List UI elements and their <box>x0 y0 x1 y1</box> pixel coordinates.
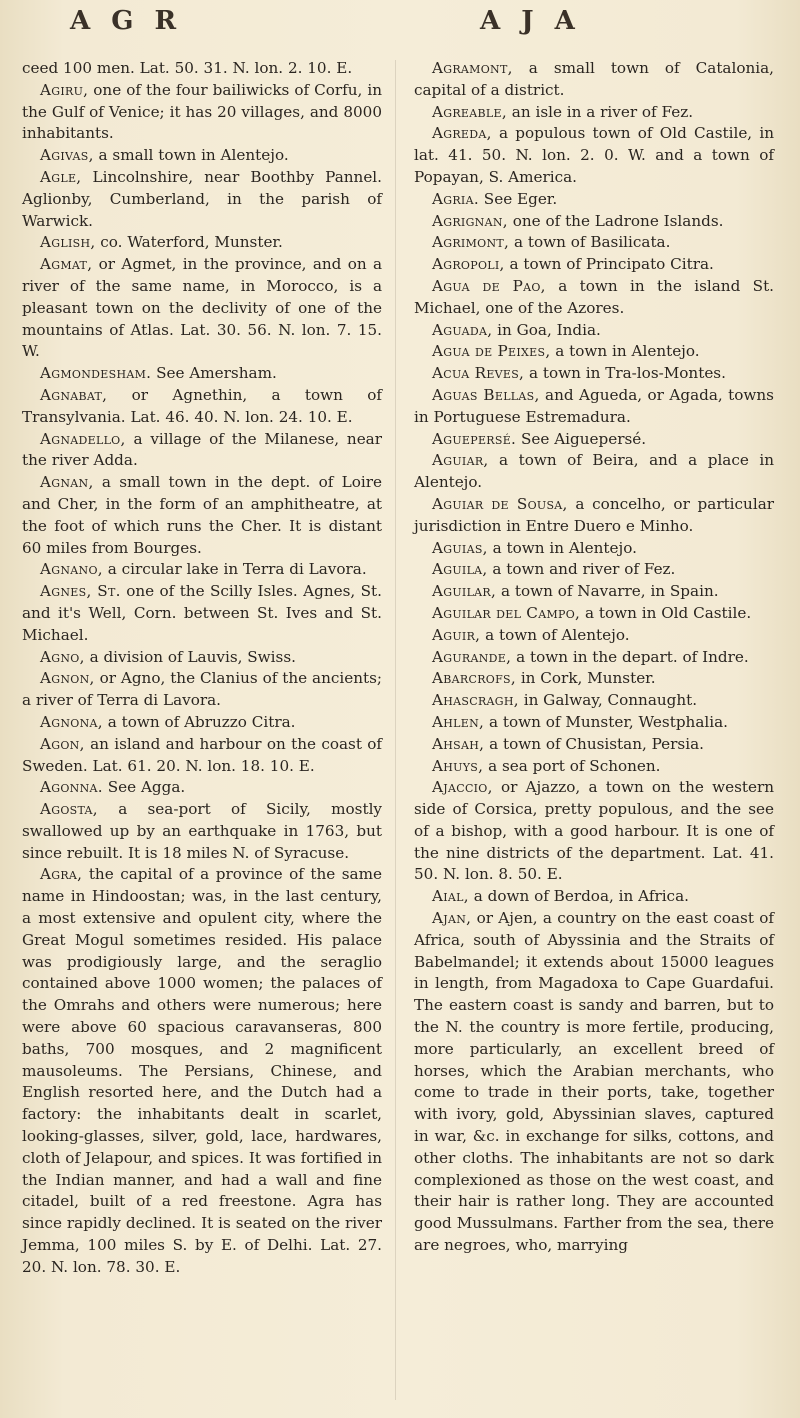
entry-text: and Agueda, or Agada, towns in Portuguese Estremadura. <box>414 385 774 426</box>
entry-headword: Agnon, <box>40 669 95 688</box>
dictionary-entry <box>414 102 774 124</box>
dictionary-entry <box>414 341 774 363</box>
entry-headword: Agle, <box>40 167 82 186</box>
entry-headword: Ahuys, <box>432 756 484 775</box>
entry-headword: Agiru, <box>40 80 89 99</box>
entry-text: See Amersham. <box>156 364 277 383</box>
dictionary-entry <box>414 276 774 320</box>
entry-text: a town of Principato Citra. <box>509 255 714 274</box>
dictionary-entry <box>22 80 382 145</box>
dictionary-entry <box>22 167 382 232</box>
dictionary-entry <box>22 799 382 864</box>
entry-headword: Agnadello, <box>40 429 126 448</box>
entry-text: a town of Abruzzo Citra. <box>107 712 296 731</box>
dictionary-entry <box>22 363 382 385</box>
dictionary-entry <box>414 603 774 625</box>
dictionary-entry <box>414 320 774 342</box>
entry-headword: Aial, <box>432 887 469 906</box>
entry-text: co. Waterford, Munster. <box>100 233 283 252</box>
dictionary-entry <box>22 254 382 363</box>
dictionary-entry <box>414 668 774 690</box>
entry-text: See Aiguepersé. <box>521 429 647 448</box>
entry-text: an island and harbour on the coast of Sweden. Lat. 61. 20. N. lon. 18. 10. E. <box>22 734 383 775</box>
entry-text: a town in the depart. of Indre. <box>516 647 749 666</box>
entry-headword: Aguada, <box>432 320 493 339</box>
dictionary-entry <box>22 232 382 254</box>
dictionary-entry <box>22 472 382 559</box>
entry-headword: Agnan, <box>40 473 94 492</box>
dictionary-entry <box>414 734 774 756</box>
entry-text: a town of Navarre, in Spain. <box>500 582 719 601</box>
dictionary-entry <box>22 559 382 581</box>
entry-text: a populous town of Old Castile, in lat. 41. 50. N. lon. 2. 0. W. and a town of Popayan, S. America. <box>414 124 775 186</box>
dictionary-entry <box>414 494 774 538</box>
dictionary-entry <box>414 581 774 603</box>
dictionary-entry <box>414 538 774 560</box>
entry-text: a town in Alentejo. <box>492 538 637 557</box>
entry-text: a village of the Milanese, near the river Adda. <box>22 429 382 470</box>
entry-text: a town of Chusistan, Persia. <box>489 734 704 753</box>
entry-headword: Ahsah, <box>432 734 485 753</box>
entry-headword: Agria. <box>432 189 479 208</box>
entry-text: a town of Alentejo. <box>485 625 630 644</box>
entry-headword: Agua de Pao, <box>432 276 546 295</box>
entry-headword: Agno, <box>40 647 85 666</box>
entry-text: or Ajazzo, a town on the western side of Corsica, pretty populous, and the see of a bishop, with a good harbour. It is one of the nine districts of the department. Lat. 41. 50. N. lon. 8. 50. E. <box>414 778 775 884</box>
entry-text: a sea port of Schonen. <box>488 756 661 775</box>
left-column <box>22 58 382 1279</box>
entry-text: or Agmet, in the province, and on a river of the same name, in Morocco, is a pleasant town on the declivity of one of the mountains of Atlas. Lat. 30. 56. N. lon. 7. 15. W. <box>22 255 382 361</box>
entry-text: in Goa, India. <box>497 320 601 339</box>
entry-headword: Agua de Peixes, <box>432 342 551 361</box>
entry-headword: Agnona, <box>40 712 103 731</box>
entry-text: a town in Tra-los-Montes. <box>529 364 726 383</box>
dictionary-entry <box>22 429 382 473</box>
header-right: A J A <box>480 6 581 36</box>
entry-headword: Ajaccio, <box>432 778 493 797</box>
entry-headword: Agmat, <box>40 255 93 274</box>
entry-text: a division of Lauvis, Swiss. <box>89 647 296 666</box>
entry-headword: Aguila, <box>432 560 488 579</box>
entry-headword: Agramont, <box>432 59 513 77</box>
dictionary-entry <box>414 625 774 647</box>
entry-headword: Aglish, <box>40 233 96 252</box>
entry-headword: Agivas, <box>40 146 94 165</box>
dictionary-entry <box>414 429 774 451</box>
entry-text: a small town in Alentejo. <box>98 146 289 165</box>
entry-headword: Agnes, St. <box>40 582 121 601</box>
entry-headword: Agnano, <box>40 560 103 579</box>
dictionary-entry <box>414 232 774 254</box>
entry-headword: Agropoli, <box>432 255 505 274</box>
entry-text: in Cork, Munster. <box>520 669 656 688</box>
entry-headword: Aguir, <box>432 625 481 644</box>
entry-headword: Aguiar, <box>432 451 489 470</box>
dictionary-entry <box>22 777 382 799</box>
entry-text: a town in Old Castile. <box>585 603 752 622</box>
entry-headword: Aguiar de Sousa, <box>432 494 568 513</box>
entry-text: a concelho, or particular jurisdiction in Entre Duero e Minho. <box>414 494 775 535</box>
entry-headword: Agosta, <box>40 800 98 819</box>
entry-text: a town of Beira, and a place in Alentejo. <box>414 451 775 492</box>
entry-text: a town of Basilicata. <box>513 233 671 252</box>
entry-text: the capital of a province of the same name in Hindoostan; was, in the last century, a most extensive and opulent city, where the Great Mogul sometimes resided. His palace was prodigiously large, and the seraglio contained above 1000 women; the palaces of the Omrahs and others were numerous; here were above 60 spacious caravanseras, 800 baths, 700 mosques, and 2 magnificent mausoleums. The Persians, Chinese, and English resorted here, and the Dutch had a factory: the inhabitants dealt in scarlet, looking-glasses, silver, gold, lace, hardwares, cloth of Jelapour, and spices. It was fortified in the Indian manner, and had a wall and fine citadel, built of a red freestone. Agra has since rapidly declined. It is seated on the river Jemma, 100 miles S. by E. of Delhi. Lat. 27. 20. N. lon. 78. 30. E. <box>22 865 382 1276</box>
dictionary-entry <box>22 581 382 646</box>
entry-headword: Acua Reves, <box>432 364 525 383</box>
dictionary-entry <box>22 58 382 80</box>
dictionary-entry <box>414 363 774 385</box>
dictionary-entry <box>414 908 774 1257</box>
dictionary-entry <box>414 254 774 276</box>
entry-text: a small town of Catalonia, capital of a district. <box>414 59 774 99</box>
dictionary-entry <box>414 189 774 211</box>
entry-text: See Eger. <box>483 189 558 208</box>
entry-headword: Aguias, <box>432 538 488 557</box>
dictionary-entry <box>414 211 774 233</box>
entry-text: or Agno, the Clanius of the ancients; a river of Terra di Lavora. <box>22 669 383 710</box>
dictionary-entry <box>414 756 774 778</box>
entry-headword: Agonna. <box>40 778 103 797</box>
entry-text: a town and river of Fez. <box>492 560 676 579</box>
dictionary-entry <box>22 712 382 734</box>
entry-text: one of the four bailiwicks of Corfu, in the Gulf of Venice; it has 20 villages, and 8000 inhabitants. <box>22 80 382 143</box>
entry-headword: Abarcrofs, <box>432 669 516 688</box>
dictionary-entry <box>22 668 382 712</box>
entry-text: a town in the island St. Michael, one of the Azores. <box>414 276 775 317</box>
entry-headword: Aguilar, <box>432 582 497 601</box>
entry-headword: Ajan, <box>432 909 472 928</box>
dictionary-entry <box>414 58 774 102</box>
entry-headword: Agra, <box>40 865 83 884</box>
dictionary-entry <box>414 712 774 734</box>
entry-text: in Galway, Connaught. <box>523 691 698 710</box>
entry-headword: Agrimont, <box>432 233 510 252</box>
entry-text: a sea-port of Sicily, mostly swallowed up by an earthquake in 1763, but since rebuilt. It is 18 miles N. of Syracuse. <box>22 800 383 862</box>
dictionary-entry <box>414 690 774 712</box>
entry-headword: Agreda, <box>432 124 492 143</box>
entry-text: ceed 100 men. Lat. 50. 31. N. lon. 2. 10. E. <box>22 59 353 77</box>
entry-headword: Agmondesham. <box>40 364 152 383</box>
dictionary-entry <box>22 734 382 778</box>
dictionary-entry <box>22 145 382 167</box>
entry-headword: Agnabat, <box>40 385 108 404</box>
entry-text: a circular lake in Terra di Lavora. <box>107 560 367 579</box>
entry-headword: Aguepersé. <box>432 429 517 448</box>
entry-headword: Ahascragh, <box>432 691 519 710</box>
entry-headword: Aguas Bellas, <box>432 385 540 404</box>
entry-text: an isle in a river of Fez. <box>511 102 694 121</box>
entry-headword: Agon, <box>40 734 85 753</box>
entry-text: or Agnethin, a town of Transylvania. Lat. 46. 40. N. lon. 24. 10. E. <box>22 385 383 426</box>
header-left: A G R <box>70 6 183 36</box>
entry-headword: Agrignan, <box>432 211 508 230</box>
dictionary-entry <box>22 647 382 669</box>
entry-headword: Aguilar del Campo, <box>432 603 581 622</box>
entry-headword: Ahlen, <box>432 712 485 731</box>
dictionary-entry <box>414 123 774 188</box>
entry-text: one of the Scilly Isles. Agnes, St. and it's Well, Corn. between St. Ives and St. Michael. <box>22 582 382 644</box>
dictionary-entry <box>414 450 774 494</box>
entry-headword: Agreable, <box>432 102 507 121</box>
entry-text: one of the Ladrone Islands. <box>512 211 724 230</box>
dictionary-entry <box>414 647 774 669</box>
dictionary-entry <box>414 777 774 886</box>
entry-text: a down of Berdoa, in Africa. <box>473 887 689 906</box>
entry-headword: Agurande, <box>432 647 512 666</box>
entry-text: See Agga. <box>107 778 186 797</box>
entry-text: a town of Munster, Westphalia. <box>488 712 728 731</box>
dictionary-entry <box>22 385 382 429</box>
running-header <box>0 0 800 60</box>
entry-text: Lincolnshire, near Boothby Pannel. Aglionby, Cumberland, in the parish of Warwick. <box>22 167 382 230</box>
dictionary-entry <box>414 886 774 908</box>
entry-text: or Ajen, a country on the east coast of Africa, south of Abyssinia and the Straits of Babelmandel; it extends about 15000 leagues in length, from Magadoxa to Cape Guardafui. The eastern coast is sandy and barren, but to the N. the country is more fertile, producing, more particularly, an excellent breed of horses, which the Arabian merchants, who come to trade in their ports, take, together with ivory, gold, Abyssinian slaves, captured in war, &c. in exchange for silks, cottons, and other cloths. The inhabitants are not so dark complexioned as those on the west coast, and their hair is rather long. They are accounted good Mussulmans. Farther from the sea, there are negroes, who, marrying <box>414 909 774 1255</box>
entry-text: a town in Alentejo. <box>555 342 700 361</box>
dictionary-entry <box>414 385 774 429</box>
dictionary-entry <box>414 559 774 581</box>
column-divider <box>395 60 396 1400</box>
entry-text: a small town in the dept. of Loire and Cher, in the form of an amphitheatre, at the foot of which runs the Cher. It is distant 60 miles from Bourges. <box>22 473 382 557</box>
dictionary-entry <box>22 864 382 1278</box>
right-column <box>414 58 774 1257</box>
